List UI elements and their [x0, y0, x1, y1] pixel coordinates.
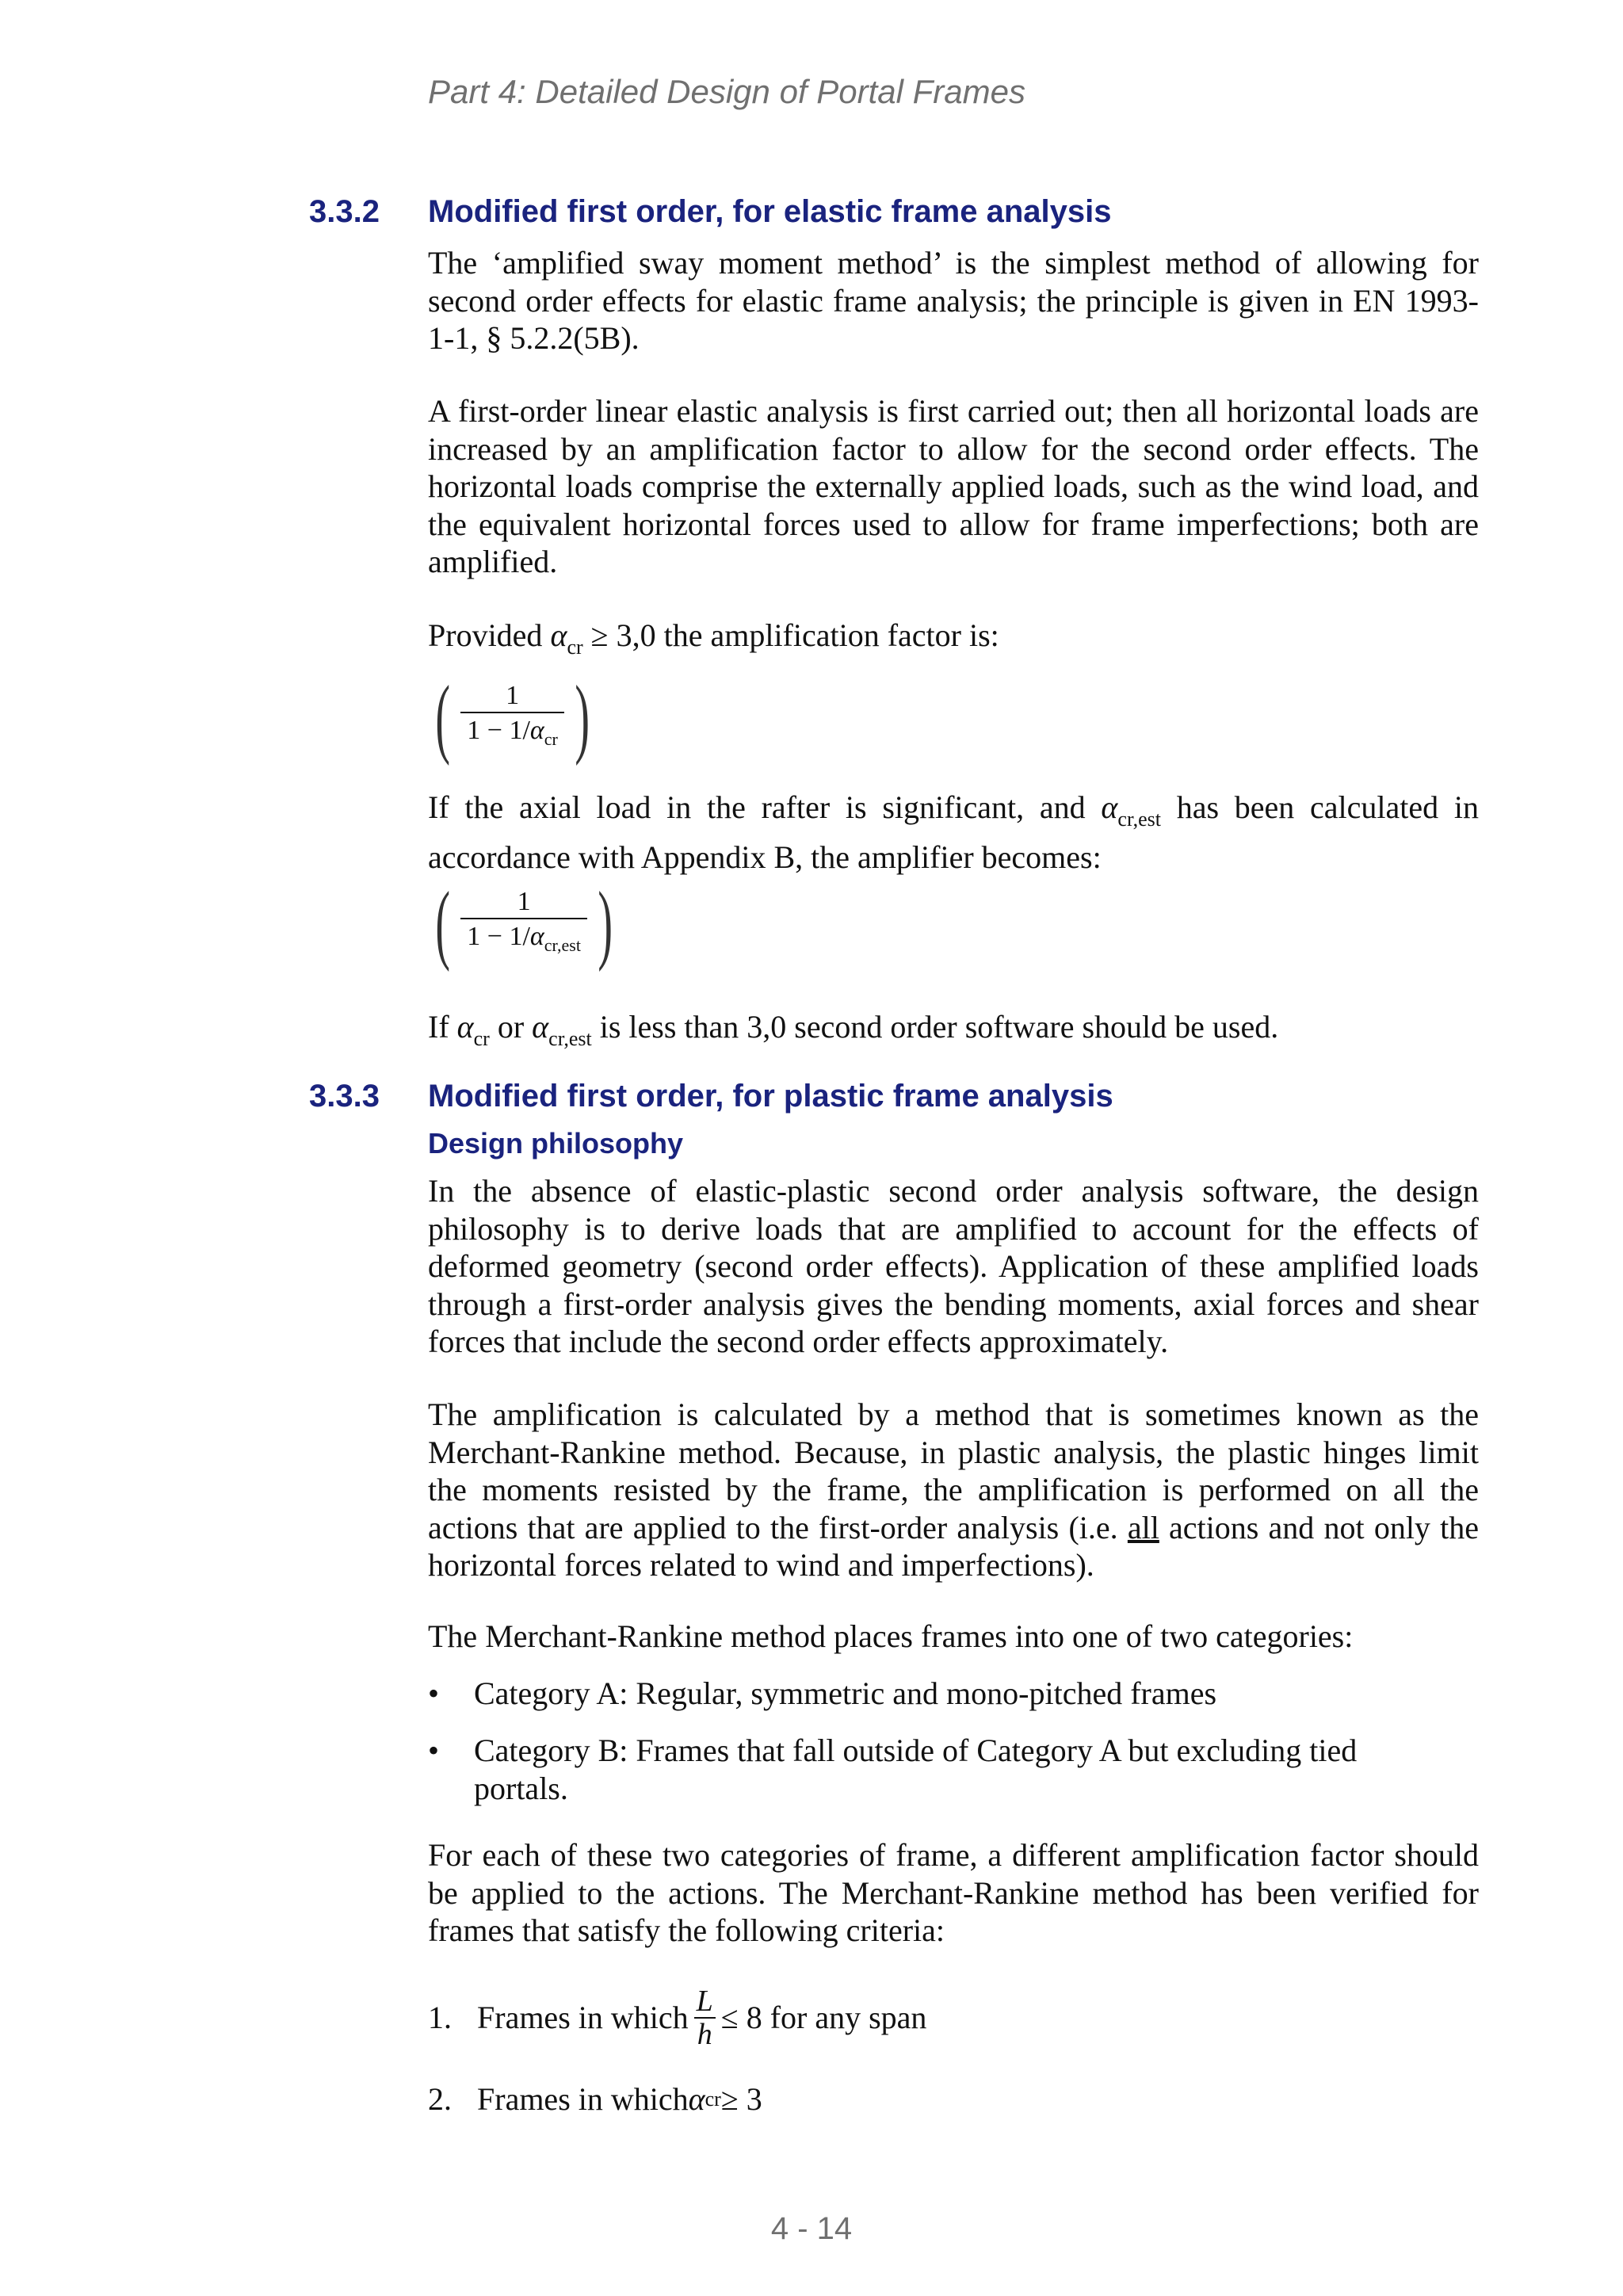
paragraph-criteria: For each of these two categories of frame, a different amplification factor should be applied to the actions. The Merchant-Rankine method has been verified for frames that satisfy the following criteria:: [428, 1837, 1479, 1948]
amplifier-est-formula: ( $\frac{1}{1 - 1/\alpha_{cr,est}}$ ): [435, 874, 613, 972]
paragraph-first-order-analysis: A first-order linear elastic analysis is first carried out; then all horizontal loads are increased by an amplification factor to allow for the second order effects. The horizontal loads comprise the externally applied loads, such as the wind load, and the equivalent horizontal forces used to allow for frame imperfections; both are amplified.: [428, 393, 1479, 579]
list-item: • Category A: Regular, symmetric and mono-pitched frames: [428, 1675, 1217, 1711]
amplification-factor-formula: ( $\frac{1}{1 - 1/\alpha_{cr}}$ ): [435, 668, 590, 766]
paragraph-provided-alpha: Provided $\alpha_{cr} \ge 3,0$ the amplification factor is:: [428, 617, 999, 659]
section-title-3-3-2: Modified first order, for elastic frame analysis: [428, 194, 1112, 229]
criteria-item-2: 2. Frames in which α cr ≥ 3: [428, 2081, 762, 2117]
paragraph-amplified-sway: The ‘amplified sway moment method’ is the simplest method of allowing for second order effects for elastic frame analysis; the principle is given in EN 1993-1-1, § 5.2.2(5B).: [428, 245, 1479, 356]
paragraph-merchant-rankine: The amplification is calculated by a method that is sometimes known as the Merchant-Rankine method. Because, in plastic analysis, the plastic hinges limit the moments resisted by the frame, the amplification is performed on all the actions that are applied to the first-order analysis (i.e. all actions and not only the horizontal forces related to wind and imperfections).: [428, 1396, 1480, 1583]
paragraph-axial-load: If the axial load in the rafter is significant, and $\alpha_{cr,est}$ has been calculated in accordance with Appendix B, the amplifier becomes:: [428, 789, 1480, 875]
list-item: • Category B: Frames that fall outside of Category A but excluding tied portals.: [428, 1733, 1358, 1806]
paragraph-design-philosophy: In the absence of elastic-plastic second order analysis software, the design philosophy is to derive loads that are amplified to account for the effects of deformed geometry (second order effects). Application of these amplified loads through a first-order analysis gives the bending moments, axial forces and shear forces that include the second order effects approximately.: [428, 1173, 1479, 1359]
page-header: Part 4: Detailed Design of Portal Frames: [428, 73, 1025, 110]
paragraph-categories: The Merchant-Rankine method places frames into one of two categories:: [428, 1618, 1354, 1654]
section-number-3-3-3: 3.3.3: [309, 1079, 380, 1114]
page-number: 4 - 14: [770, 2211, 853, 2246]
section-title-3-3-3: Modified first order, for plastic frame analysis: [428, 1079, 1113, 1114]
section-number-3-3-2: 3.3.2: [309, 194, 380, 229]
subheading-design-philosophy: Design philosophy: [428, 1127, 684, 1159]
paragraph-second-order-software: If $\alpha_{cr}$ or $\alpha_{cr,est}$ is less than 3,0 second order software should be used.: [428, 1009, 1279, 1050]
criteria-item-1: 1. Frames in which $\frac{L}{h}$ ≤ 8 for any span: [428, 1985, 927, 2051]
